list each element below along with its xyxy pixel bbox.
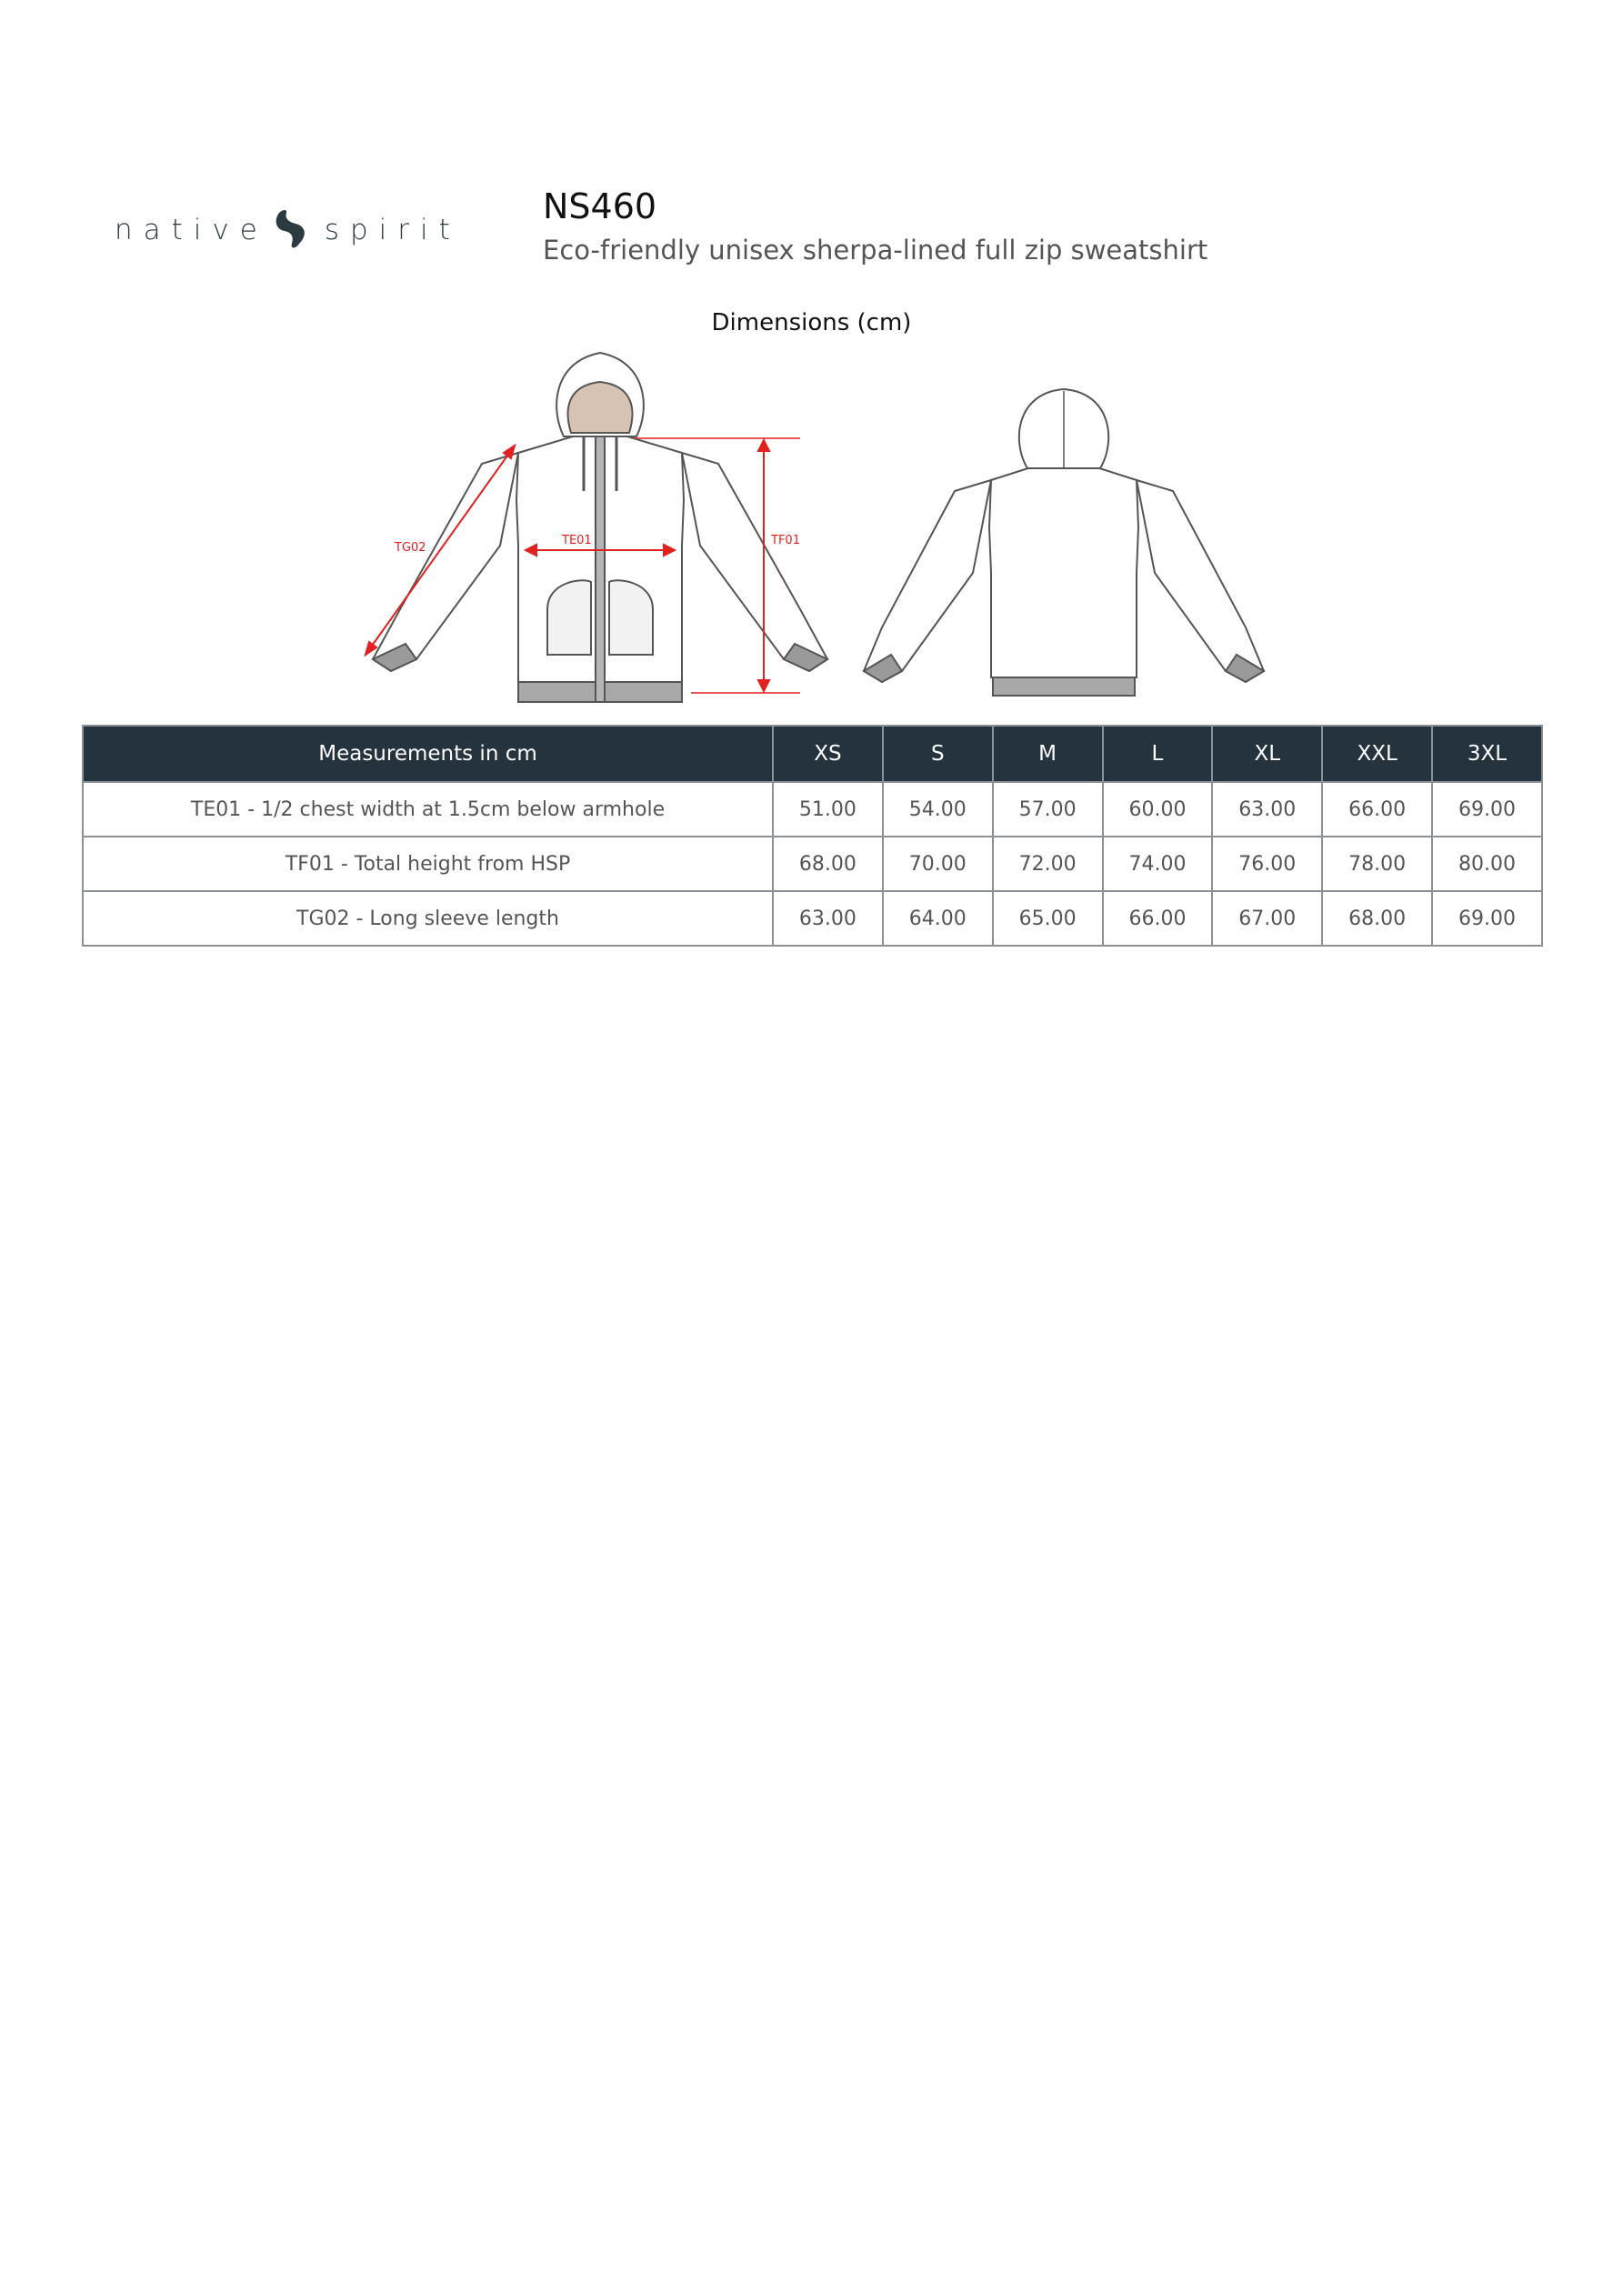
row-label: TF01 - Total height from HSP xyxy=(83,837,773,891)
table-cell: 64.00 xyxy=(883,891,993,946)
front-view xyxy=(373,353,827,702)
brand-logo xyxy=(115,207,461,253)
table-cell: 80.00 xyxy=(1432,837,1542,891)
label-height: TF01 xyxy=(771,534,800,547)
header-size-3xl: 3XL xyxy=(1432,726,1542,782)
table-cell: 74.00 xyxy=(1103,837,1213,891)
header-size-xl: XL xyxy=(1212,726,1322,782)
dimensions-title: Dimensions (cm) xyxy=(711,309,912,336)
table-cell: 57.00 xyxy=(993,782,1103,837)
table-cell: 69.00 xyxy=(1432,891,1542,946)
brand-word-right: spirit xyxy=(324,214,461,246)
table-cell: 63.00 xyxy=(1212,782,1322,837)
header-size-xxl: XXL xyxy=(1322,726,1432,782)
table-cell: 76.00 xyxy=(1212,837,1322,891)
row-label: TG02 - Long sleeve length xyxy=(83,891,773,946)
table-cell: 70.00 xyxy=(883,837,993,891)
product-description: Eco-friendly unisex sherpa-lined full zip sweatshirt xyxy=(543,235,1208,266)
size-chart-table xyxy=(82,725,1543,947)
label-chest: TE01 xyxy=(562,534,592,547)
table-cell: 67.00 xyxy=(1212,891,1322,946)
product-code: NS460 xyxy=(543,186,657,226)
table-cell: 72.00 xyxy=(993,837,1103,891)
table-row xyxy=(83,837,1542,891)
header-measurement: Measurements in cm xyxy=(83,726,773,782)
table-cell: 78.00 xyxy=(1322,837,1432,891)
table-cell: 66.00 xyxy=(1103,891,1213,946)
header-size-s: S xyxy=(883,726,993,782)
header-size-l: L xyxy=(1103,726,1213,782)
table-cell: 63.00 xyxy=(773,891,883,946)
table-row xyxy=(83,782,1542,837)
table-cell: 51.00 xyxy=(773,782,883,837)
table-cell: 66.00 xyxy=(1322,782,1432,837)
table-cell: 60.00 xyxy=(1103,782,1213,837)
table-header-row xyxy=(83,726,1542,782)
native-spirit-leaf-icon xyxy=(272,209,312,251)
table-cell: 54.00 xyxy=(883,782,993,837)
back-view xyxy=(864,389,1264,696)
brand-word-left: native xyxy=(115,214,268,246)
table-cell: 68.00 xyxy=(1322,891,1432,946)
header-size-m: M xyxy=(993,726,1103,782)
header-size-xs: XS xyxy=(773,726,883,782)
table-cell: 69.00 xyxy=(1432,782,1542,837)
row-label: TE01 - 1/2 chest width at 1.5cm below armhole xyxy=(83,782,773,837)
table-cell: 68.00 xyxy=(773,837,883,891)
table-row xyxy=(83,891,1542,946)
table-cell: 65.00 xyxy=(993,891,1103,946)
garment-diagram xyxy=(336,346,1282,709)
label-sleeve: TG02 xyxy=(395,541,426,555)
